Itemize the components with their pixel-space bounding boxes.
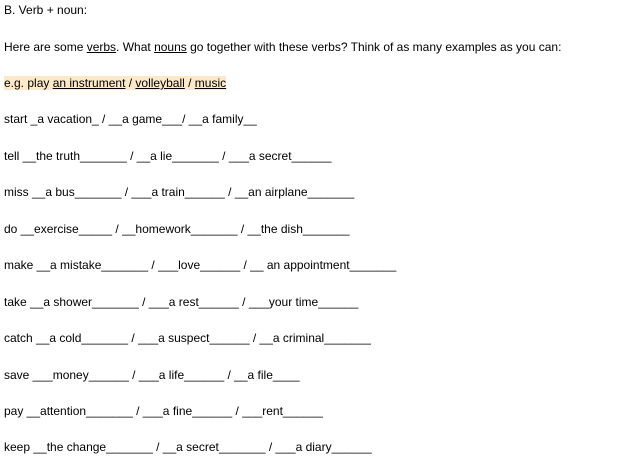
example-separator: / bbox=[125, 76, 136, 90]
instructions-text-2: . What bbox=[116, 40, 155, 54]
section-heading: B. Verb + noun: bbox=[4, 3, 88, 17]
exercise-row-make: make __a mistake_______ / ___love______ / __ an appointment_______ bbox=[4, 258, 397, 272]
exercise-row-tell: tell __the truth_______ / __a lie_______ / ___a secret______ bbox=[4, 149, 332, 163]
instructions-text-3: go together with these verbs? Think of as many examples as you can: bbox=[186, 40, 562, 54]
example-noun-music: music bbox=[194, 76, 227, 90]
exercise-row-keep: keep __the change_______ / __a secret_______ / ___a diary______ bbox=[4, 440, 372, 454]
exercise-row-pay: pay __attention_______ / ___a fine______ / ___rent______ bbox=[4, 404, 323, 418]
exercise-row-catch: catch __a cold_______ / ___a suspect______ / __a criminal_______ bbox=[4, 331, 371, 345]
instructions-text-1: Here are some bbox=[4, 40, 87, 54]
verbs-word: verbs bbox=[86, 40, 117, 54]
example-line bbox=[4, 76, 226, 90]
example-separator: / bbox=[184, 76, 195, 90]
example-noun-instrument: an instrument bbox=[52, 76, 126, 90]
exercise-row-take: take __a shower_______ / ___a rest______ / ___your time______ bbox=[4, 295, 359, 309]
example-prefix: e.g. play bbox=[4, 76, 53, 90]
exercise-row-miss: miss __a bus_______ / ___a train______ / __an airplane_______ bbox=[4, 185, 355, 199]
example-noun-volleyball: volleyball bbox=[135, 76, 185, 90]
exercise-row-do: do __exercise_____ / __homework_______ / __the dish_______ bbox=[4, 222, 350, 236]
exercise-row-save: save ___money______ / ___a life______ / __a file____ bbox=[4, 368, 300, 382]
nouns-word: nouns bbox=[154, 40, 187, 54]
exercise-row-start: start _a vacation_ / __a game___/ __a family__ bbox=[4, 112, 257, 126]
instructions bbox=[4, 40, 561, 54]
